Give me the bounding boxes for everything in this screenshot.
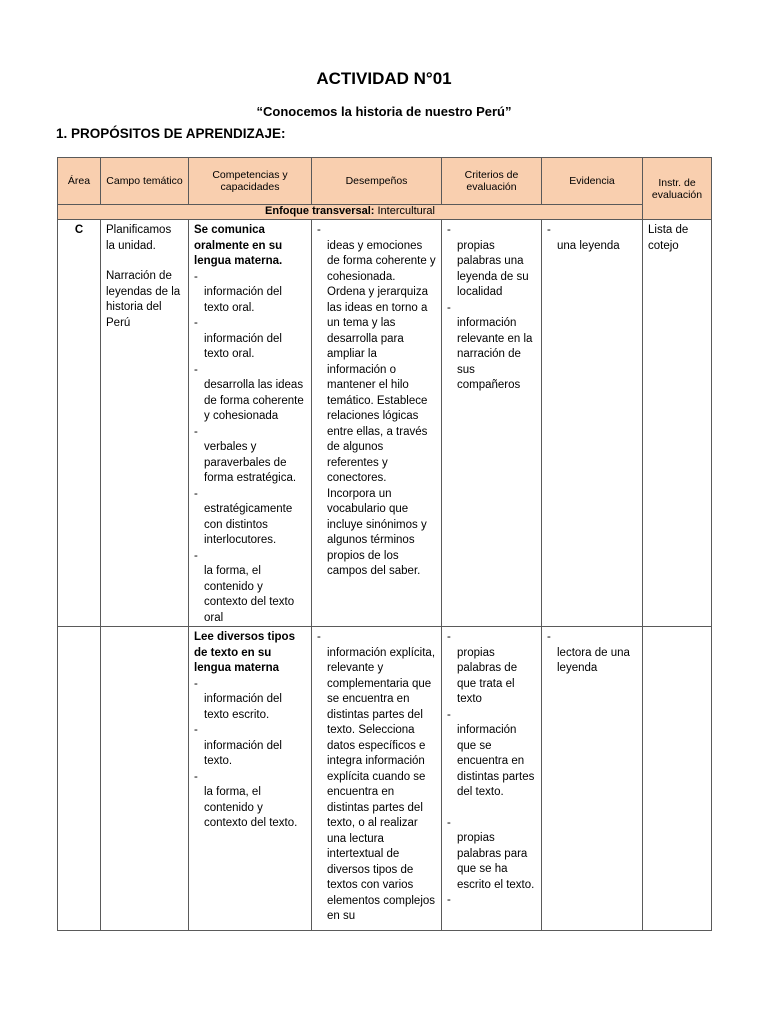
criterio-item: información relevante en la narración de sus compañeros bbox=[457, 317, 533, 391]
capacidad-item: la forma, el contenido y contexto del texto. bbox=[204, 786, 298, 829]
instrumento-text: Lista de cotejo bbox=[648, 224, 689, 252]
bullet-dash: - bbox=[194, 363, 198, 376]
cell-desempenos bbox=[312, 220, 442, 627]
evidencia-text: una leyenda bbox=[557, 239, 620, 252]
capacidad-item: información del texto escrito. bbox=[204, 693, 282, 721]
cell-area bbox=[58, 220, 101, 627]
criterio-item: propias palabras para que se ha escrito el texto. bbox=[457, 832, 535, 891]
enfoque-label: Enfoque transversal: bbox=[265, 205, 375, 217]
bullet-dash: - bbox=[447, 631, 451, 643]
table-row bbox=[58, 627, 712, 931]
campo-text: Planificamos la unidad. bbox=[106, 224, 172, 252]
bullet-dash: - bbox=[194, 487, 198, 500]
criterio-item: propias palabras una leyenda de su localidad bbox=[457, 239, 529, 298]
header-area: Área bbox=[58, 158, 101, 205]
header-competencias: Competencias y capacidades bbox=[189, 158, 312, 205]
cell-desempenos bbox=[312, 627, 442, 931]
header-evidencia: Evidencia bbox=[542, 158, 643, 205]
cell-evidencia bbox=[542, 627, 643, 931]
bullet-dash: - bbox=[317, 224, 321, 236]
capacidad-item: información del texto. bbox=[204, 739, 282, 767]
cell-area bbox=[58, 627, 101, 931]
competencia-title: Se comunica oralmente en su lengua materna. bbox=[194, 224, 283, 267]
bullet-dash: - bbox=[447, 224, 451, 236]
cell-instrumento bbox=[643, 220, 712, 627]
competencia-title: Lee diversos tipos de texto en su lengua materna bbox=[194, 631, 295, 674]
capacidad-item: estratégicamente con distintos interlocutores. bbox=[204, 503, 293, 546]
criterio-item: propias palabras de que trata el texto bbox=[457, 646, 518, 705]
capacidad-item: información del texto oral. bbox=[204, 332, 282, 360]
desempeno-text: información explícita, relevante y complementaria que se encuentra en distintas partes del texto. Selecciona datos específicos e integra información explícita cuando se encuentra en distintas partes del texto, o al realizar una lectura intertextual de diversos tipos de textos con varios elementos complejos en su bbox=[327, 646, 436, 922]
bullet-dash: - bbox=[194, 770, 198, 783]
learning-purposes-table bbox=[57, 157, 712, 931]
cell-campo bbox=[101, 627, 189, 931]
cell-evidencia bbox=[542, 220, 643, 627]
bullet-dash: - bbox=[194, 270, 198, 283]
campo-text: Narración de leyendas de la historia del Perú bbox=[106, 270, 181, 329]
enfoque-row bbox=[58, 205, 712, 220]
bullet-dash: - bbox=[194, 549, 198, 562]
area-letter: C bbox=[74, 224, 84, 236]
capacidad-item: información del texto oral. bbox=[204, 286, 282, 314]
activity-subtitle: “Conocemos la historia de nuestro Perú” bbox=[256, 104, 512, 119]
cell-instrumento bbox=[643, 627, 712, 931]
enfoque-value: Intercultural bbox=[377, 205, 435, 217]
capacidad-item: desarrolla las ideas de forma coherente y cohesionada bbox=[204, 379, 304, 422]
cell-competencias bbox=[189, 627, 312, 931]
bullet-dash: - bbox=[194, 724, 198, 736]
bullet-dash: - bbox=[194, 425, 198, 438]
bullet-dash: - bbox=[547, 224, 551, 236]
cell-criterios bbox=[442, 220, 542, 627]
capacidad-item: la forma, el contenido y contexto del texto oral bbox=[204, 565, 295, 624]
header-criterios: Criterios de evaluación bbox=[442, 158, 542, 205]
evidencia-text: lectora de una leyenda bbox=[557, 646, 630, 674]
bullet-dash: - bbox=[447, 894, 451, 906]
table-header-row bbox=[58, 158, 712, 205]
bullet-dash: - bbox=[447, 816, 451, 829]
header-campo: Campo temático bbox=[101, 158, 189, 205]
bullet-dash: - bbox=[447, 301, 451, 314]
criterio-item: información que se encuentra en distintas partes del texto. bbox=[457, 724, 535, 798]
table-row bbox=[58, 220, 712, 627]
header-instr: Instr. de evaluación bbox=[643, 158, 712, 220]
bullet-dash: - bbox=[317, 631, 321, 643]
enfoque-cell bbox=[58, 205, 643, 220]
capacidad-item: verbales y paraverbales de forma estratégica. bbox=[204, 441, 297, 484]
bullet-dash: - bbox=[194, 677, 198, 690]
header-desempenos: Desempeños bbox=[312, 158, 442, 205]
cell-competencias bbox=[189, 220, 312, 627]
bullet-dash: - bbox=[547, 631, 551, 643]
bullet-dash: - bbox=[447, 708, 451, 721]
desempeno-text: ideas y emociones de forma coherente y cohesionada. Ordena y jerarquiza las ideas en torno a un tema y las desarrolla para ampliar la información o mantener el hilo temático. Establece relaciones lógicas entre ellas, a través de algunos referentes y conectores. Incorpora un vocabulario que incluye sinónimos y algunos términos propios de los campos del saber. bbox=[327, 239, 436, 577]
section-heading: 1. PROPÓSITOS DE APRENDIZAJE: bbox=[56, 126, 286, 141]
page-title: ACTIVIDAD N°01 bbox=[316, 69, 452, 88]
cell-criterios bbox=[442, 627, 542, 931]
cell-campo bbox=[101, 220, 189, 627]
bullet-dash: - bbox=[194, 317, 198, 329]
